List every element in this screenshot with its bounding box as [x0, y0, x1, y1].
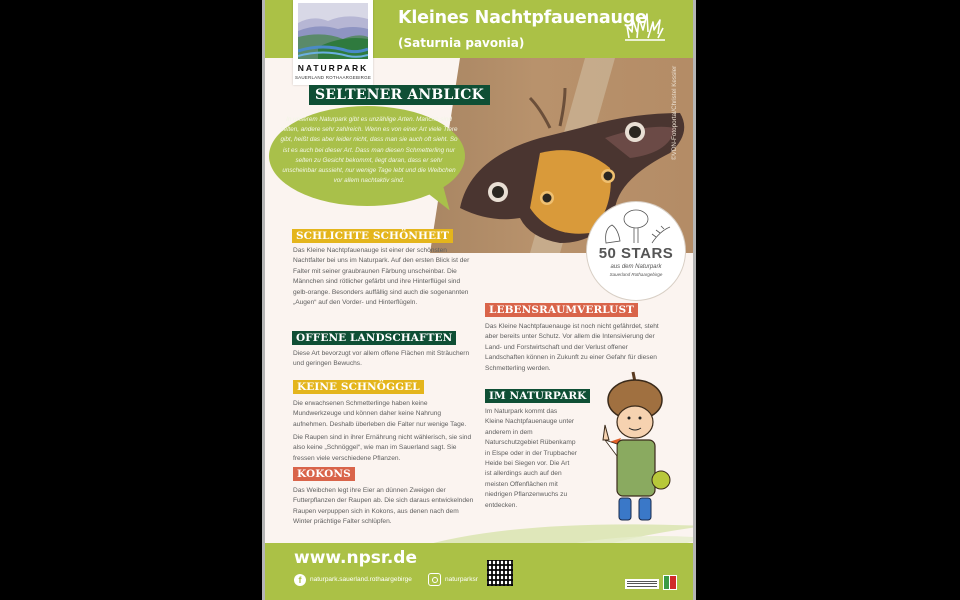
logo-name: NATURPARK [297, 63, 369, 73]
badge-number: 50 STARS [598, 245, 674, 262]
intro-text: In unserem Naturpark gibt es unzählige Arten. Manche sind selten, andere sehr zahlreich. Wenn es von einer Art viele Tiere gibt, heißt das aber leider nicht, dass man sie auch oft sieht. So ist es auch bei dieser Art. Dass man diesen Schmetterling nur selten zu Gesicht bekommt, liegt daran, dass er sehr unscheinbar aussieht, nur wenige Tage lebt und die Weibchen vor allem nachtaktiv sind. [280, 116, 458, 185]
instagram-icon [428, 573, 441, 586]
landscape-logo-icon [298, 3, 368, 59]
logo-region: SAUERLAND ROTHAARGEBIRGE [294, 75, 372, 80]
poster-sheet [265, 0, 693, 600]
text-offene-landschaften: Diese Art bevorzugt vor allem offene Flächen mit Sträuchern und geringen Bewuchs. [293, 350, 470, 368]
facebook-handle[interactable]: naturpark.sauerland.rothaargebirge [310, 576, 412, 583]
text-keine-schnoeggel-1: Die erwachsenen Schmetterlinge haben keine Mundwerkzeuge und können daher keine Nahrung aufnehmen. Deshalb überleben die Falter nur wenige Tage. [293, 400, 467, 428]
facebook-icon: f [294, 574, 306, 586]
photo-credit: ©VDN-Fotoportal/Christel Kessler [671, 65, 678, 160]
instagram-handle[interactable]: naturparksr [445, 576, 478, 583]
website-link[interactable]: www.npsr.de [294, 548, 417, 568]
heading-im-naturpark: IM NATURPARK [485, 389, 590, 403]
heading-seltener-anblick: SELTENER ANBLICK [309, 85, 490, 105]
text-lebensraumverlust: Das Kleine Nachtpfauenauge ist noch nicht gefährdet, steht aber bereits unter Schutz. Vor allem die Intensivierung der Land- und Forstwirtschaft und der Verlust offener Landschaften können in Zukunft zu einer Gefahr für diesen Schmetterling werden. [485, 323, 659, 372]
naturpark-logo [293, 0, 373, 85]
text-im-naturpark: Im Naturpark kommt das Kleine Nachtpfauenauge unter anderem in dem Naturschutzgebiet Rübenkamp in Elspe oder in der Trupbacher Heide bei Siegen vor. Die Art ist allerdings auch auf den meisten Offenflächen mit niedrigen Pflanzenwuchs zu entdecken. [485, 408, 577, 509]
heading-lebensraumverlust: LEBENSRAUMVERLUST [485, 303, 638, 317]
heading-schlichte-schoenheit: SCHLICHTE SCHÖNHEIT [292, 229, 453, 243]
badge-line2: Sauerland Rothaargebirge [609, 272, 663, 277]
badge-line1: aus dem Naturpark [610, 264, 662, 270]
qr-code [487, 560, 513, 586]
page-title: Kleines Nachtpfauenauge [398, 8, 647, 28]
nrw-coat-of-arms-icon [663, 575, 677, 590]
nature-illustration-icon [590, 207, 682, 247]
grass-icon [623, 12, 667, 42]
text-schlichte-schoenheit: Das Kleine Nachtpfauenauge ist einer der schönsten Nachtfalter bei uns im Naturpark. Auf den ersten Blick ist der Falter mit seiner graubraunen Färbung unscheinbar. Die Männchen sind rötlicher gefärbt und ihre Hinterflügel sind gelb-orange. Besonders auffällig sind auch die sogenannten „Augen“ auf den Vorder- und Hinterflügeln. [293, 247, 470, 307]
acorn-mascot-illustration [595, 370, 675, 525]
heading-keine-schnoeggel: KEINE SCHNÖGGEL [293, 380, 424, 394]
scientific-name: (Saturnia pavonia) [398, 36, 525, 50]
heading-kokons: KOKONS [293, 467, 355, 481]
text-keine-schnoeggel-2: Die Raupen sind in ihrer Ernährung nicht wählerisch, sie sind also keine „Schnöggel“, wie man im Sauerland sagt. Sie fressen viele verschiedene Pflanzen. [293, 434, 472, 462]
ministry-logo [625, 579, 659, 589]
poster-frame [262, 0, 696, 600]
text-kokons: Das Weibchen legt ihre Eier an dünnen Zweigen der Futterpflanzen der Raupen ab. Die sich daraus entwickelnden Raupen verpuppen sich in Kokons, aus denen nach dem Winter prächtige Falter schlüpfen. [293, 487, 474, 526]
heading-offene-landschaften: OFFENE LANDSCHAFTEN [292, 331, 456, 345]
fifty-stars-badge [587, 202, 685, 300]
